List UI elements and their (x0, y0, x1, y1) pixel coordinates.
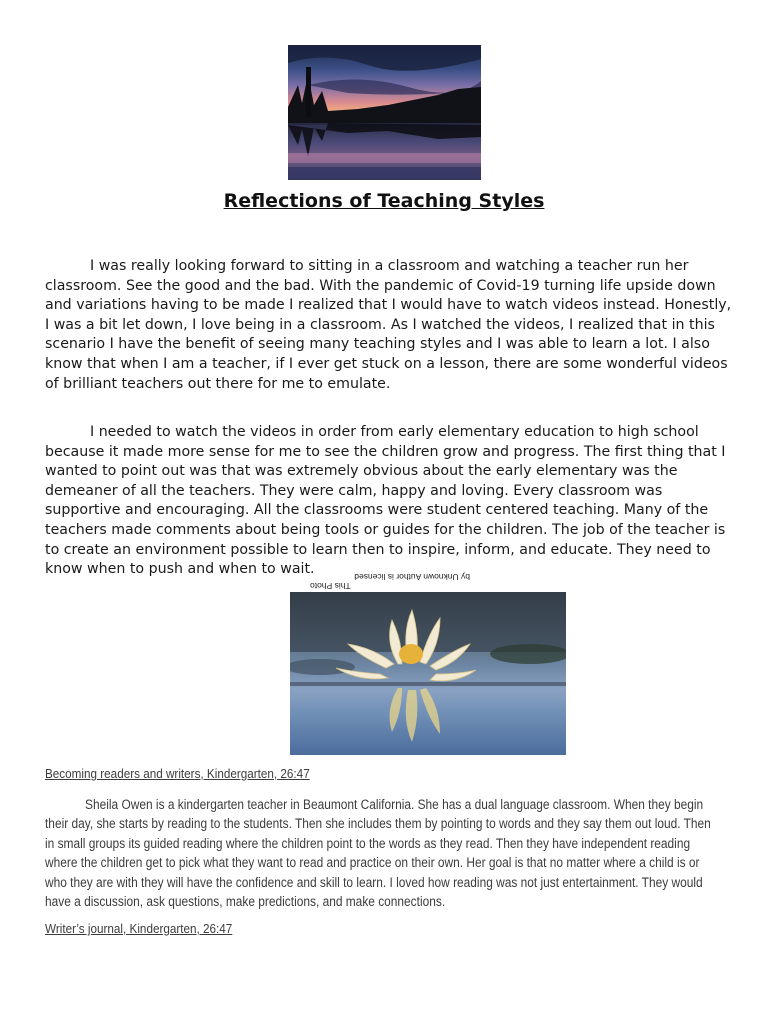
video-link-writers-journal[interactable]: Writer’s journal, Kindergarten, 26:47 (45, 921, 233, 936)
landscape-graphic (288, 45, 481, 180)
paragraph-sheila-owen: Sheila Owen is a kindergarten teacher in Beaumont California. She has a dual language classroom. When they begin their day, she starts by reading to the students. Then she includes them by pointing to words and they say them out loud. Then in small groups its guided reading where the children point to the words as they read. Then they have independent reading where the children get to pick what they want to read and practice on their own. Her goal is that no matter where a child is or who they are with they will have the confidence and skill to learn. I loved how reading was not just entertainment. They would have a discussion, ask questions, make predictions, and make connections. (45, 797, 711, 910)
water-lily-image (290, 592, 566, 755)
water-lily-graphic (290, 592, 566, 755)
image-attribution-caption (310, 572, 470, 590)
video-link-kindergarten-readers[interactable]: Becoming readers and writers, Kindergarten, 26:47 (45, 766, 310, 781)
attribution-line-1: This Photo (310, 581, 351, 591)
document-title: Reflections of Teaching Styles (223, 190, 545, 212)
paragraph-observations: I needed to watch the videos in order from early elementary education to high school because it made more sense for me to see the children grow and progress. The first thing that I wanted to point out was that was extremely obvious about the early elementary was the demeaner of all the teachers. They were calm, happy and loving. Every classroom was supportive and encouraging. All the classrooms were student centered teaching. Many of the teachers made comments about being tools or guides for the children. The job of the teacher is to create an environment possible to learn then to inspire, inform, and educate. They need to know when to push and when to wait. (45, 424, 726, 578)
paragraph-intro: I was really looking forward to sitting in a classroom and watching a teacher run her classroom. See the good and the bad. With the pandemic of Covid-19 turning life upside down and variations having to be made I realized that I would have to watch videos instead. Honestly, I was a bit let down, I love being in a classroom. As I watched the videos, I realized that in this scenario I have the benefit of seeing many teaching styles and I was able to learn a lot. I also know that when I am a teacher, if I ever get stuck on a lesson, there are some wonderful videos of brilliant teachers out there for me to emulate. (45, 258, 732, 392)
attribution-line-2: by Unknown Author is licensed (354, 572, 470, 582)
landscape-reflection-image (288, 45, 481, 180)
